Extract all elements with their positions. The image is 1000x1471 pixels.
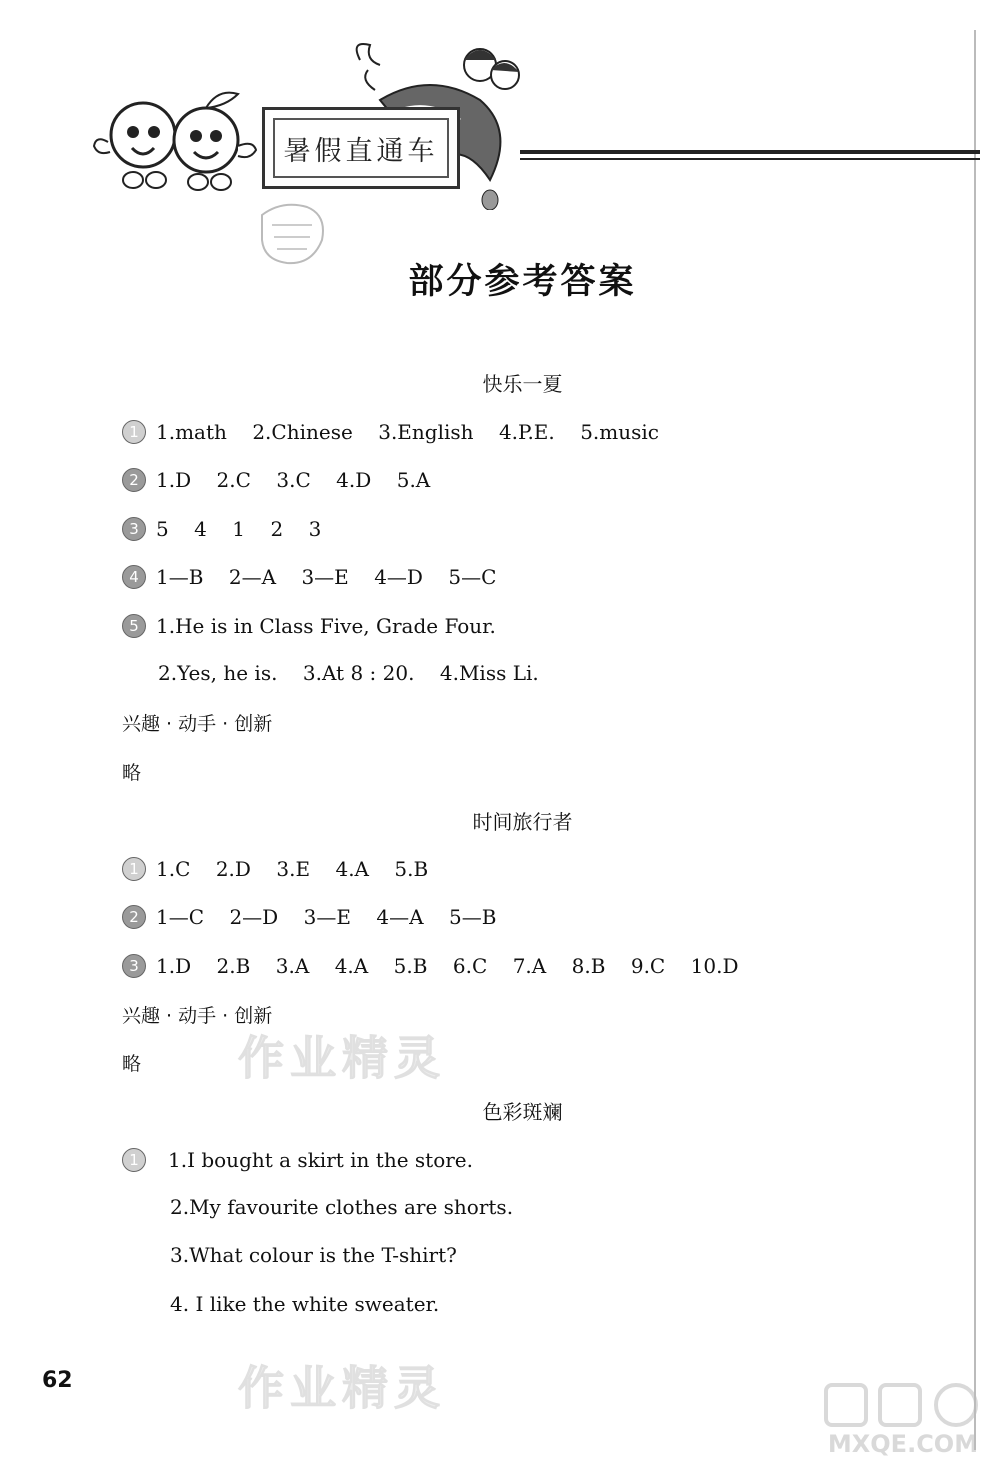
- mascot-illustration: [88, 80, 263, 195]
- answer-line: [122, 614, 496, 638]
- answer-text: 1.C 2.D 3.E 4.A 5.B: [156, 857, 429, 881]
- watermark: 作业精灵: [238, 1031, 446, 1085]
- extra-heading: 兴趣 · 动手 · 创新: [122, 713, 273, 735]
- answer-line: [122, 857, 428, 881]
- logo-icon: [818, 1380, 988, 1430]
- header-rule: [520, 150, 980, 154]
- answer-text: 3.What colour is the T-shirt?: [170, 1243, 457, 1267]
- section-title: 色彩斑斓: [482, 1100, 563, 1124]
- answer-text: 1.D 2.B 3.A 4.A 5.B 6.C 7.A 8.B 9.C 10.D: [156, 954, 739, 978]
- answer-text: 4. I like the white sweater.: [170, 1292, 440, 1316]
- answer-text: 1.I bought a skirt in the store.: [168, 1148, 473, 1172]
- answer-line: [122, 517, 321, 541]
- answer-line: [122, 420, 659, 444]
- extra-heading: 兴趣 · 动手 · 创新: [122, 1005, 273, 1027]
- answer-line: [170, 1243, 457, 1267]
- answer-line: [122, 1148, 473, 1172]
- answer-line: [170, 1292, 439, 1316]
- answer-line: [122, 565, 496, 589]
- question-number-icon: 4: [122, 565, 146, 589]
- question-number-icon: 2: [122, 468, 146, 492]
- logo-text: MXQE.COM: [827, 1430, 979, 1458]
- question-number-icon: 1: [122, 857, 146, 881]
- question-number-icon: 1: [122, 420, 146, 444]
- answer-line: [122, 468, 430, 492]
- page-number: 62: [42, 1368, 73, 1393]
- extra-answer: 略: [122, 1053, 142, 1075]
- question-number-icon: 3: [122, 517, 146, 541]
- answer-line: [170, 1195, 513, 1219]
- answer-text: 1.D 2.C 3.C 4.D 5.A: [156, 468, 431, 492]
- question-number-icon: 3: [122, 954, 146, 978]
- answer-text: 1.math 2.Chinese 3.English 4.P.E. 5.music: [156, 420, 659, 444]
- answer-text: 1.He is in Class Five, Grade Four.: [156, 614, 496, 638]
- question-number-icon: 1: [122, 1148, 146, 1172]
- answer-text: 1—B 2—A 3—E 4—D 5—C: [156, 565, 497, 589]
- banner-box: [262, 107, 460, 189]
- answer-text: 2.Yes, he is. 3.At 8 : 20. 4.Miss Li.: [158, 661, 539, 685]
- extra-answer: 略: [122, 762, 142, 784]
- question-number-icon: 2: [122, 905, 146, 929]
- answer-line: [158, 661, 539, 685]
- page-title: 部分参考答案: [408, 262, 637, 302]
- section-title: 快乐一夏: [482, 372, 563, 396]
- watermark: 作业精灵: [238, 1361, 446, 1415]
- answer-text: 5 4 1 2 3: [156, 517, 322, 541]
- answer-text: 1—C 2—D 3—E 4—A 5—B: [156, 905, 497, 929]
- site-logo-watermark: [818, 1380, 988, 1460]
- section-title: 时间旅行者: [472, 810, 573, 834]
- answer-line: [122, 954, 739, 978]
- answer-text: 2.My favourite clothes are shorts.: [170, 1195, 514, 1219]
- page-edge: [974, 30, 982, 1450]
- answer-line: [122, 905, 496, 929]
- page-header: [0, 0, 1000, 230]
- banner-label: 暑假直通车: [273, 118, 449, 178]
- question-number-icon: 5: [122, 614, 146, 638]
- header-rule-thin: [520, 158, 980, 160]
